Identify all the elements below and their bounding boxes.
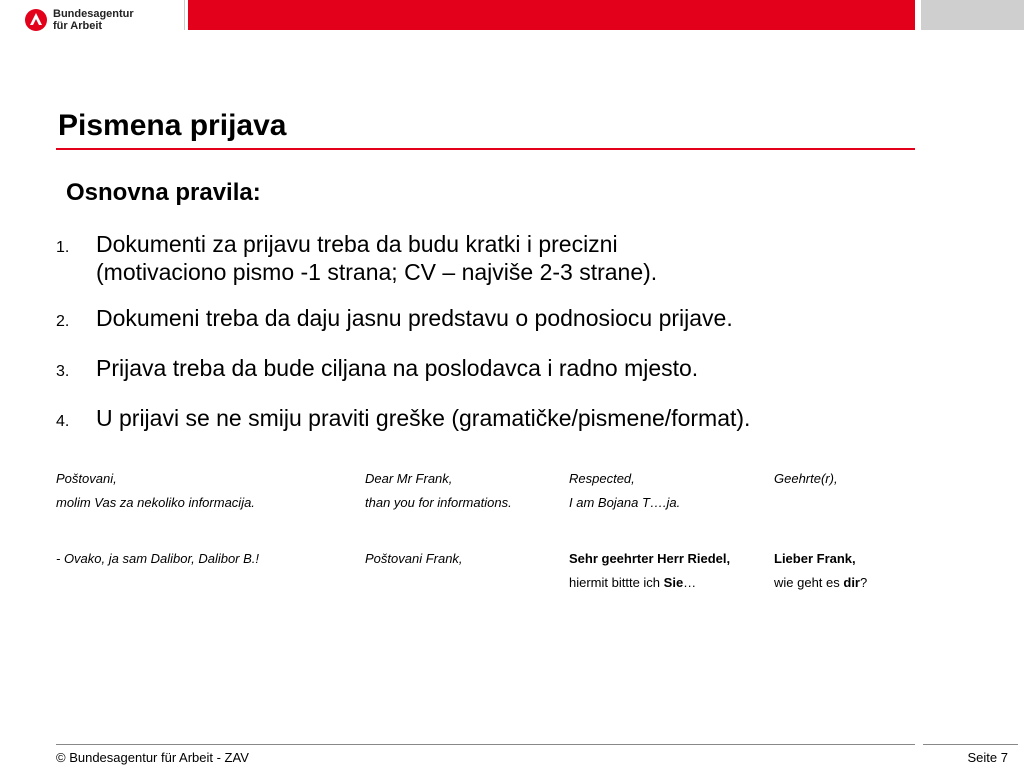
example-row (56, 546, 916, 570)
example-text: ja. (666, 494, 681, 510)
example-cell: Sehr geehrter Herr Riedel, (569, 550, 731, 566)
rule-text (96, 230, 916, 286)
footer-divider-right (923, 744, 1018, 745)
example-text: Sie (663, 574, 684, 590)
header-red-bar (188, 0, 915, 30)
example-cell: Poštovani Frank, (365, 550, 463, 566)
example-spacer (56, 514, 916, 546)
section-subtitle: Osnovna pravila: (66, 179, 261, 206)
rules-list (56, 230, 916, 454)
rule-number: 2. (56, 313, 70, 330)
example-row (56, 466, 916, 490)
slide-title: Pismena prijava (58, 109, 287, 142)
logo-line2: für Arbeit (53, 20, 103, 32)
rule-text: Dokumeni treba da daju jasnu predstavu o podnosiocu prijave. (96, 305, 733, 331)
rule-number: 1. (56, 239, 70, 256)
logo-line1: Bundesagentur (53, 8, 134, 20)
example-text: … (683, 574, 697, 590)
example-cell: Lieber Frank, (774, 550, 856, 566)
rule-number: 4. (56, 413, 70, 430)
greeting-examples (56, 466, 916, 594)
rule-item-3 (56, 354, 916, 386)
title-underline (56, 148, 915, 150)
example-text: ? (860, 574, 868, 590)
rule-text: Prijava treba da bude ciljana na poslodavca i radno mjesto. (96, 355, 699, 381)
example-cell: Respected, (569, 470, 635, 486)
rule-item-1 (56, 230, 916, 286)
rule-number: 3. (56, 363, 70, 380)
rule-line: Dokumenti za prijavu treba da budu kratki i precizni (96, 231, 618, 257)
example-cell (774, 575, 916, 590)
page-number: Seite 7 (967, 750, 1008, 765)
example-row (56, 570, 916, 594)
example-cell: Dear Mr Frank, (365, 470, 453, 486)
footer-divider (56, 744, 915, 745)
example-cell: Poštovani, (56, 470, 117, 486)
rule-text: U prijavi se ne smiju praviti greške (gramatičke/pismene/format). (96, 405, 751, 431)
rule-item-4 (56, 404, 916, 436)
example-text: dir (843, 574, 860, 590)
ba-logo (25, 6, 175, 34)
rule-item-2 (56, 304, 916, 336)
example-text: wie geht es (774, 574, 844, 590)
example-row (56, 490, 916, 514)
example-cell (569, 495, 774, 510)
example-cell (569, 575, 774, 590)
header-divider (184, 0, 185, 30)
example-cell: than you for informations. (365, 494, 512, 510)
example-text: I am Bojana T…. (569, 494, 667, 510)
footer-copyright: © Bundesagentur für Arbeit - ZAV (56, 750, 249, 765)
example-text: hiermit bittte ich (569, 574, 664, 590)
rule-line: (motivaciono pismo -1 strana; CV – najviše 2-3 strane). (96, 259, 658, 285)
ba-logo-icon (25, 9, 47, 31)
logo-text (53, 8, 134, 32)
example-cell: - Ovako, ja sam Dalibor, Dalibor B.! (56, 550, 260, 566)
example-cell: Geehrte(r), (774, 470, 838, 486)
example-cell: molim Vas za nekoliko informacija. (56, 494, 255, 510)
header-gray-bar (921, 0, 1024, 30)
